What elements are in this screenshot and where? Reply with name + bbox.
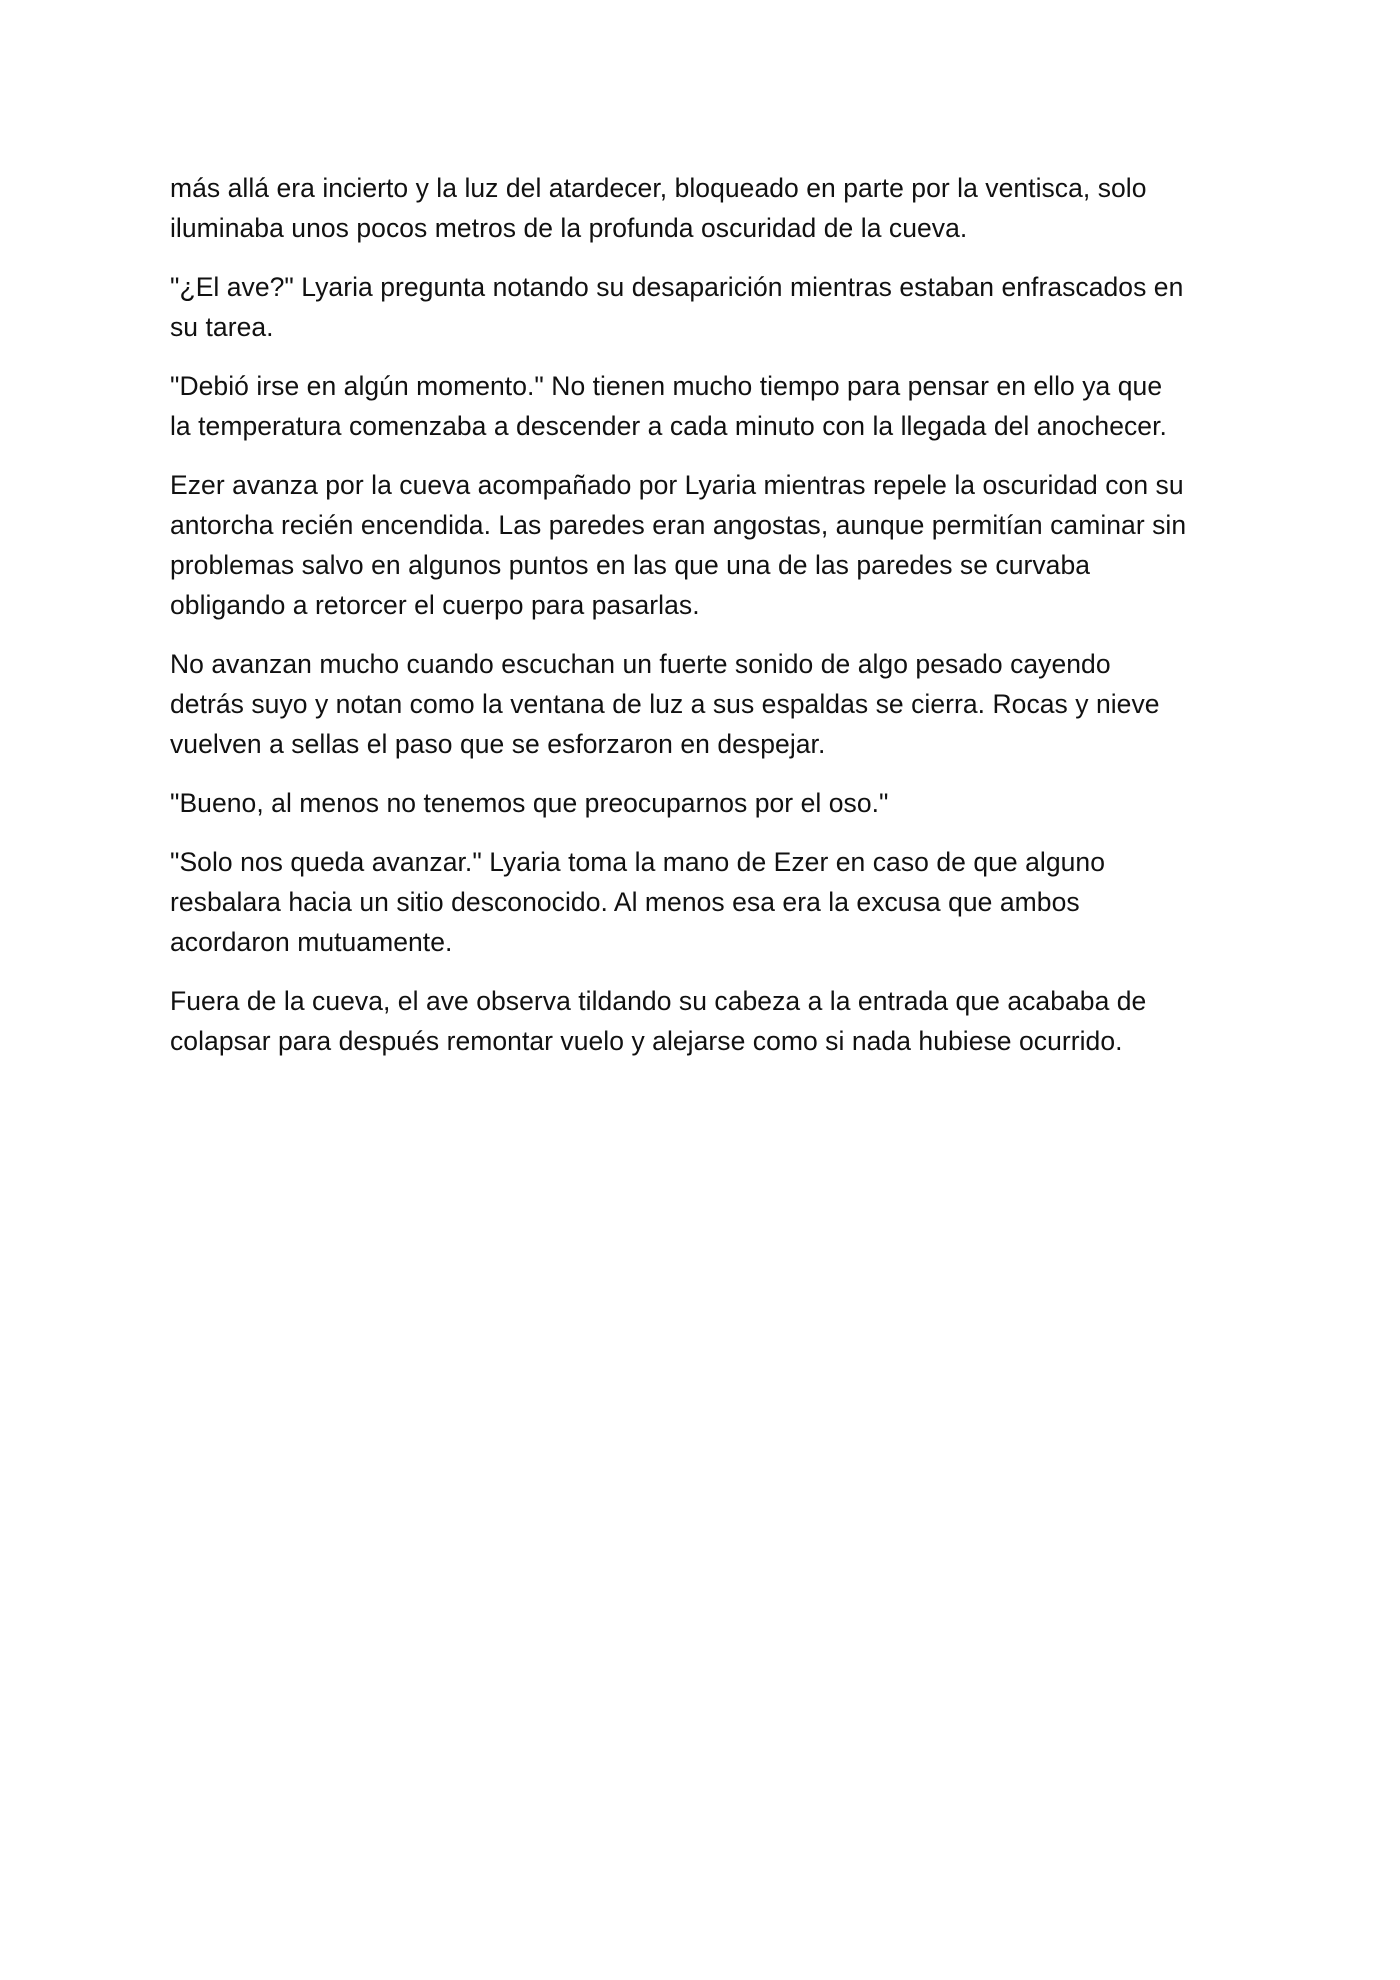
paragraph-7: "Solo nos queda avanzar." Lyaria toma la mano de Ezer en caso de que alguno resbalara hacia un sitio desconocido. Al menos esa era la excusa que ambos acordaron mutuamente. [170, 847, 1105, 957]
paragraph-6: "Bueno, al menos no tenemos que preocuparnos por el oso." [170, 788, 889, 818]
paragraph-1: más allá era incierto y la luz del atardecer, bloqueado en parte por la ventisca, solo iluminaba unos pocos metros de la profunda oscuridad de la cueva. [170, 173, 1147, 243]
paragraph-8: Fuera de la cueva, el ave observa tildando su cabeza a la entrada que acababa de colapsar para después remontar vuelo y alejarse como si nada hubiese ocurrido. [170, 986, 1147, 1056]
paragraph-4: Ezer avanza por la cueva acompañado por Lyaria mientras repele la oscuridad con su antorcha recién encendida. Las paredes eran angostas, aunque permitían caminar sin problemas salvo en algunos puntos en las que una de las paredes se curvaba obligando a retorcer el cuerpo para pasarlas. [170, 470, 1187, 620]
paragraph-3: "Debió irse en algún momento." No tienen mucho tiempo para pensar en ello ya que la temperatura comenzaba a descender a cada minuto con la llegada del anochecer. [170, 371, 1167, 441]
document-body [170, 168, 1240, 1080]
paragraph-2: "¿El ave?" Lyaria pregunta notando su desaparición mientras estaban enfrascados en su tarea. [170, 272, 1184, 342]
paragraph-5: No avanzan mucho cuando escuchan un fuerte sonido de algo pesado cayendo detrás suyo y notan como la ventana de luz a sus espaldas se cierra. Rocas y nieve vuelven a sellas el paso que se esforzaron en despejar. [170, 649, 1160, 759]
